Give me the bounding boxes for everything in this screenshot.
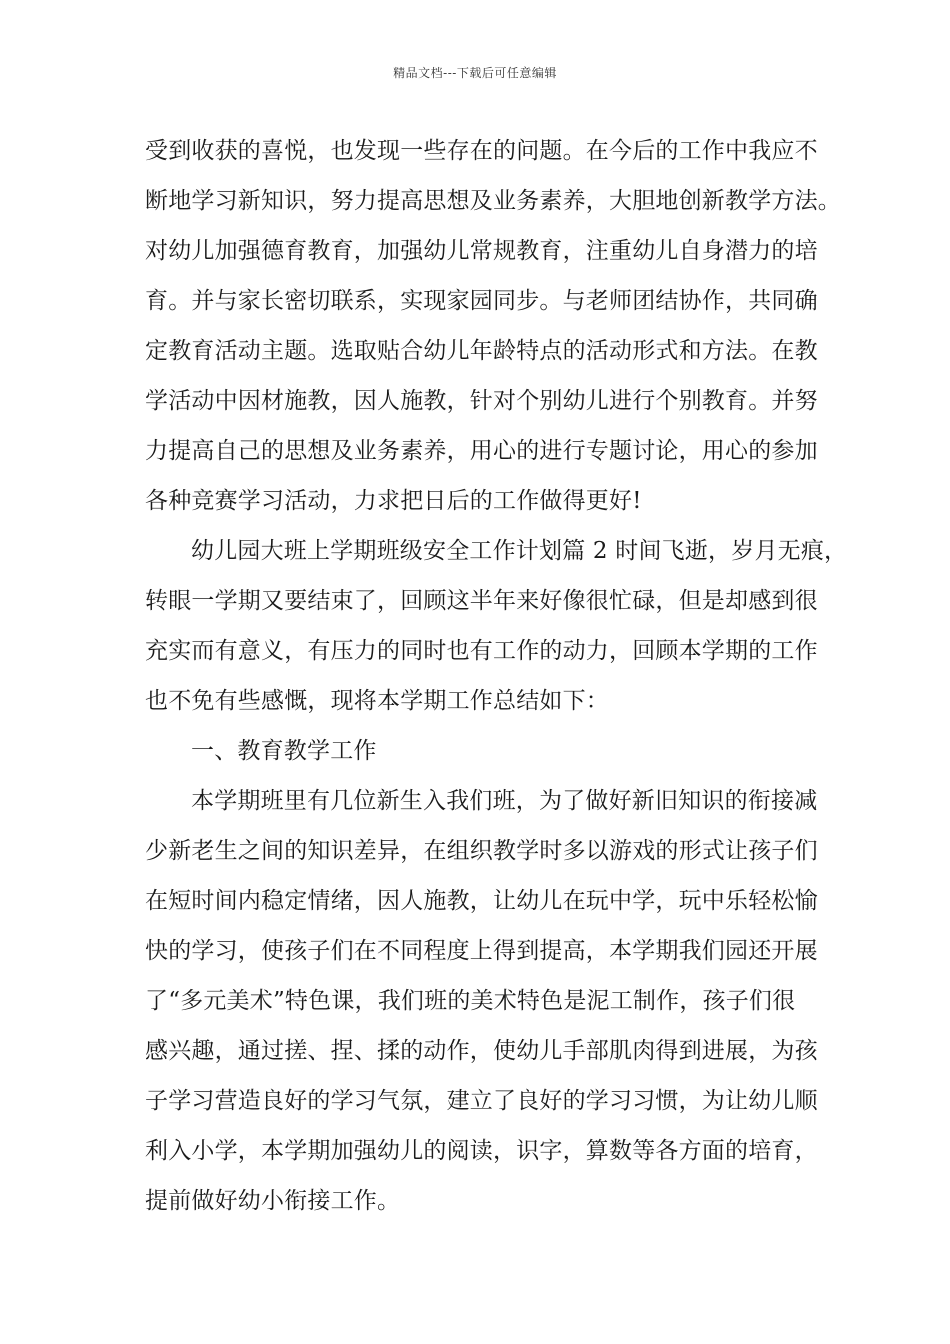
body-line: 断地学习新知识，努力提高思想及业务素养，大胆地创新教学方法。 (145, 188, 841, 214)
body-line: 育。并与家长密切联系，实现家园同步。与老师团结协作，共同确 (145, 288, 818, 314)
body-line: 充实而有意义，有压力的同时也有工作的动力，回顾本学期的工作 (145, 638, 818, 664)
body-line: 子学习营造良好的学习气氛，建立了良好的学习习惯，为让幼儿顺 (145, 1088, 818, 1114)
body-line: 在短时间内稳定情绪，因人施教，让幼儿在玩中学，玩中乐轻松愉 (145, 888, 818, 914)
page-header: 精品文档---下载后可任意编辑 (393, 66, 557, 80)
body-line: 了“多元美术”特色课，我们班的美术特色是泥工制作，孩子们很 (145, 988, 796, 1014)
body-line: 各种竞赛学习活动，力求把日后的工作做得更好! (145, 488, 642, 514)
body-line: 转眼一学期又要结束了，回顾这半年来好像很忙碌，但是却感到很 (145, 588, 818, 614)
body-line: 快的学习，使孩子们在不同程度上得到提高，本学期我们园还开展 (145, 938, 818, 964)
body-line: 受到收获的喜悦，也发现一些存在的问题。在今后的工作中我应不 (145, 138, 818, 164)
body-line: 提前做好幼小衔接工作。 (145, 1188, 401, 1214)
body-line: 少新老生之间的知识差异，在组织教学时多以游戏的形式让孩子们 (145, 838, 818, 864)
body-line: 学活动中因材施教，因人施教，针对个别幼儿进行个别教育。并努 (145, 388, 818, 414)
body-line: 感兴趣，通过搓、捏、揉的动作，使幼儿手部肌肉得到进展，为孩 (145, 1038, 818, 1064)
body-line: 力提高自己的思想及业务素养，用心的进行专题讨论，用心的参加 (145, 438, 818, 464)
body-line: 也不免有些感慨，现将本学期工作总结如下： (145, 688, 609, 714)
paragraph-first-line: 幼儿园大班上学期班级安全工作计划篇 2 时间飞逝，岁月无痕， (191, 538, 848, 564)
body-line: 利入小学，本学期加强幼儿的阅读，识字，算数等各方面的培育， (145, 1138, 818, 1164)
paragraph-first-line: 本学期班里有几位新生入我们班，为了做好新旧知识的衔接减 (191, 788, 818, 814)
body-line: 定教育活动主题。选取贴合幼儿年龄特点的活动形式和方法。在教 (145, 338, 818, 364)
body-line: 对幼儿加强德育教育，加强幼儿常规教育，注重幼儿自身潜力的培 (145, 238, 818, 264)
section-heading: 一、教育教学工作 (191, 738, 377, 764)
